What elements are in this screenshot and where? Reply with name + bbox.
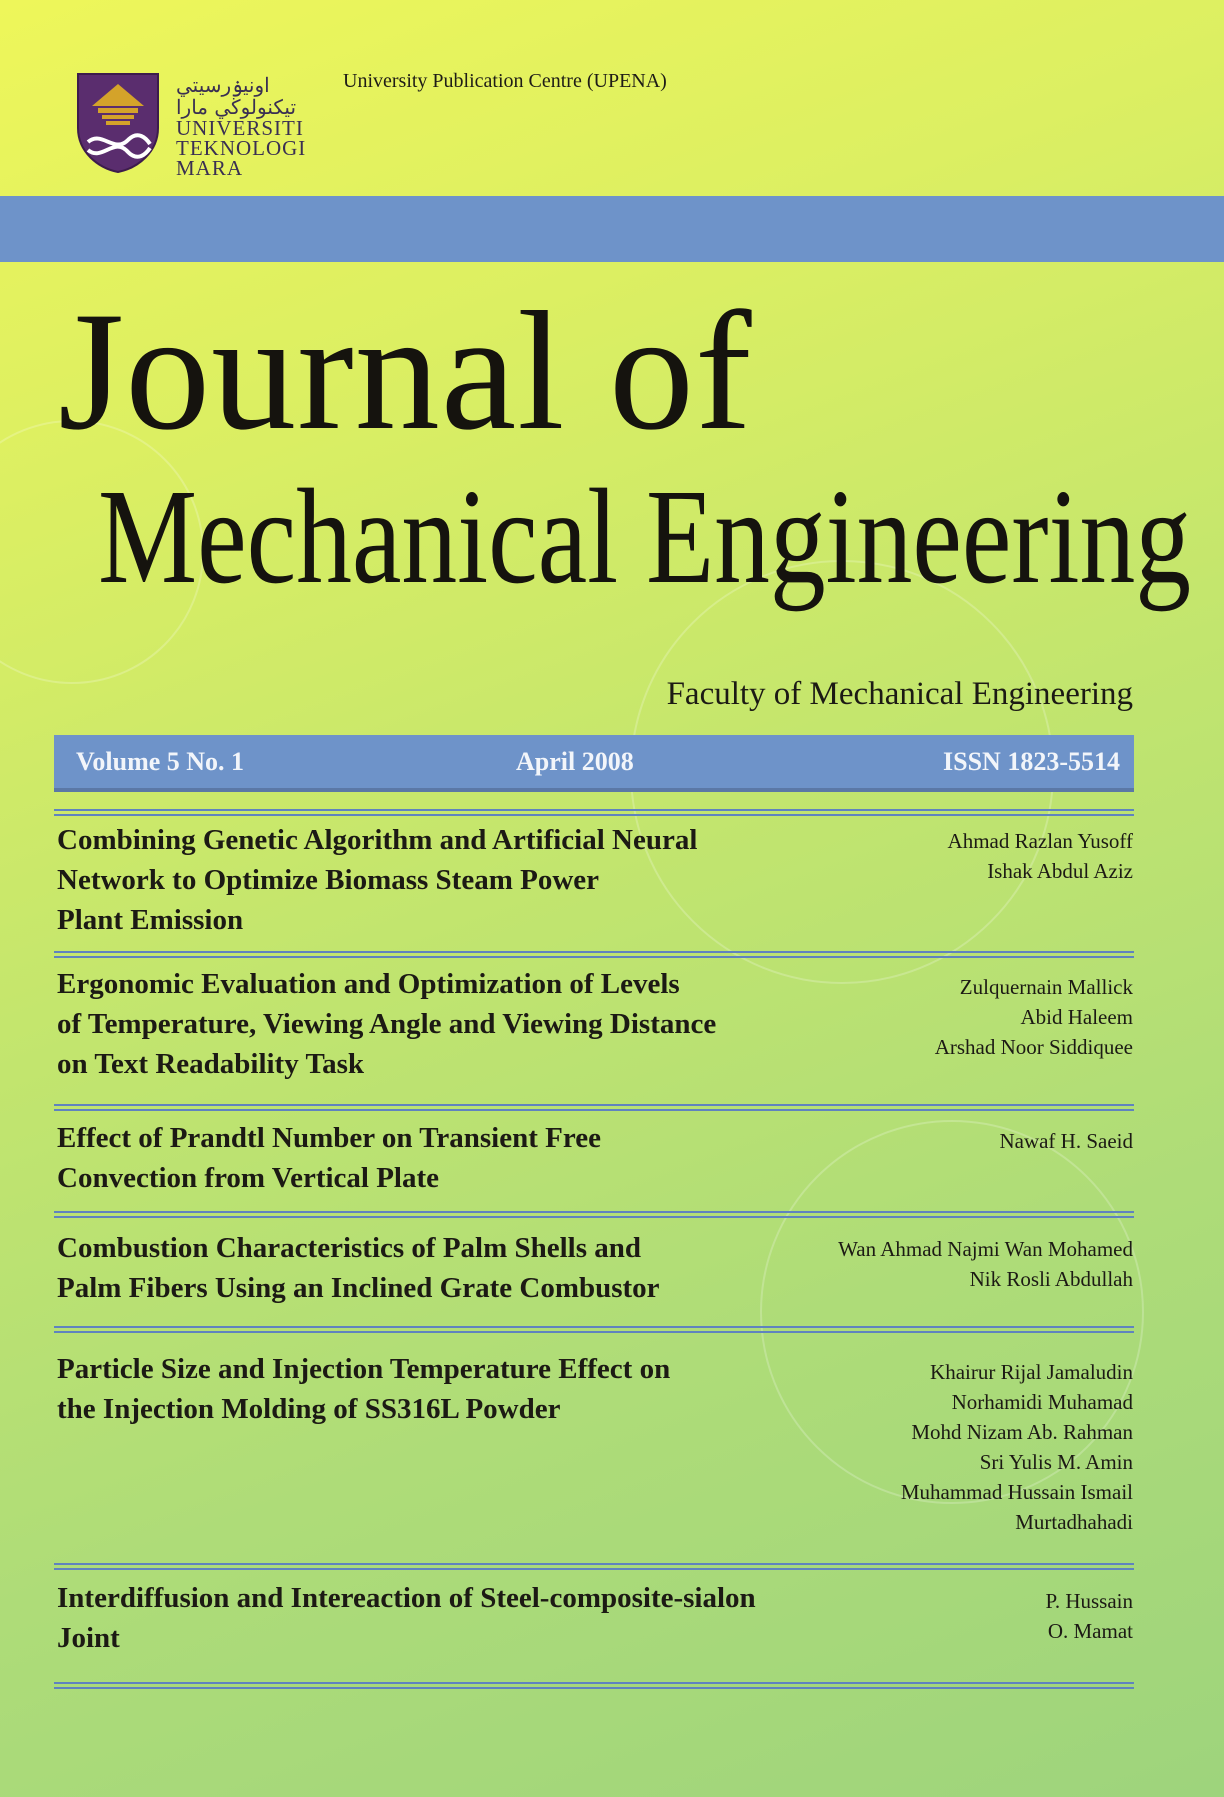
article-authors	[733, 1126, 1133, 1156]
article-authors	[733, 1234, 1133, 1294]
article-title-line: Interdiffusion and Intereaction of Steel-composite-sialon	[57, 1582, 756, 1614]
issn-number: ISSN 1823-5514	[943, 747, 1120, 776]
author-name: Wan Ahmad Najmi Wan Mohamed	[838, 1237, 1133, 1261]
author-name: Muhammad Hussain Ismail	[900, 1480, 1133, 1504]
author-name: Sri Yulis M. Amin	[979, 1450, 1133, 1474]
author-name: O. Mamat	[1047, 1619, 1133, 1643]
divider-rule	[54, 1326, 1134, 1333]
article-title-line: Effect of Prandtl Number on Transient Free	[57, 1122, 601, 1154]
author-name: Zulquernain Mallick	[959, 975, 1133, 999]
wordmark-line: TEKNOLOGI	[176, 136, 307, 160]
article-title-line: Convection from Vertical Plate	[57, 1162, 440, 1194]
wordmark-line: MARA	[176, 156, 244, 180]
article-title	[57, 820, 697, 940]
university-wordmark	[176, 74, 336, 178]
article-title-line: of Temperature, Viewing Angle and Viewing Distance	[57, 1008, 717, 1040]
article-title	[57, 1228, 660, 1308]
wordmark-line: UNIVERSITI	[176, 116, 304, 140]
article-authors	[733, 826, 1133, 886]
author-name: Murtadhahadi	[1015, 1510, 1133, 1534]
article-title	[57, 1578, 756, 1658]
article-title	[57, 964, 716, 1084]
journal-title-line2: Mechanical Engineering	[98, 462, 1192, 612]
author-name: Norhamidi Muhamad	[951, 1390, 1133, 1414]
divider-rule	[54, 1682, 1134, 1689]
uitm-logo-icon	[74, 70, 162, 174]
article-title-line: Joint	[57, 1622, 120, 1654]
author-name: Ahmad Razlan Yusoff	[947, 829, 1133, 853]
author-name: Khairur Rijal Jamaludin	[930, 1360, 1133, 1384]
article-title-line: Plant Emission	[57, 904, 244, 936]
author-name: Ishak Abdul Aziz	[987, 859, 1133, 883]
top-color-band	[0, 196, 1224, 262]
article-title	[57, 1349, 670, 1429]
article-title	[57, 1118, 601, 1198]
volume-number: Volume 5 No. 1	[76, 747, 245, 776]
journal-title-line1: Journal of	[58, 277, 753, 465]
article-authors	[733, 972, 1133, 1062]
divider-rule	[54, 951, 1134, 958]
article-title-line: on Text Readability Task	[57, 1048, 365, 1080]
divider-rule	[54, 1104, 1134, 1111]
article-title-line: Palm Fibers Using an Inclined Grate Combustor	[57, 1272, 660, 1304]
author-name: Arshad Noor Siddiquee	[934, 1035, 1133, 1059]
jawi-wordmark: اونيۏرسيتي تيكنولوڬي مارا	[176, 73, 297, 119]
article-title-line: Particle Size and Injection Temperature Effect on	[57, 1353, 671, 1385]
author-name: Nik Rosli Abdullah	[969, 1267, 1133, 1291]
issue-info-bar	[54, 735, 1134, 788]
divider-rule	[54, 1211, 1134, 1218]
article-title-line: the Injection Molding of SS316L Powder	[57, 1393, 561, 1425]
faculty-name: Faculty of Mechanical Engineering	[666, 676, 1133, 712]
article-title-line: Ergonomic Evaluation and Optimization of Levels	[57, 968, 680, 1000]
article-title-line: Combustion Characteristics of Palm Shells and	[57, 1232, 642, 1264]
article-authors	[733, 1357, 1133, 1537]
divider-rule	[54, 1563, 1134, 1570]
divider-rule	[54, 809, 1134, 816]
author-name: Nawaf H. Saeid	[999, 1129, 1133, 1153]
article-title-line: Network to Optimize Biomass Steam Power	[57, 864, 600, 896]
issue-date: April 2008	[516, 747, 634, 776]
article-title-line: Combining Genetic Algorithm and Artificial Neural	[57, 824, 698, 856]
publisher-name: University Publication Centre (UPENA)	[343, 70, 667, 92]
article-authors	[733, 1586, 1133, 1646]
author-name: Abid Haleem	[1020, 1005, 1133, 1029]
author-name: Mohd Nizam Ab. Rahman	[911, 1420, 1133, 1444]
author-name: P. Hussain	[1045, 1589, 1133, 1613]
